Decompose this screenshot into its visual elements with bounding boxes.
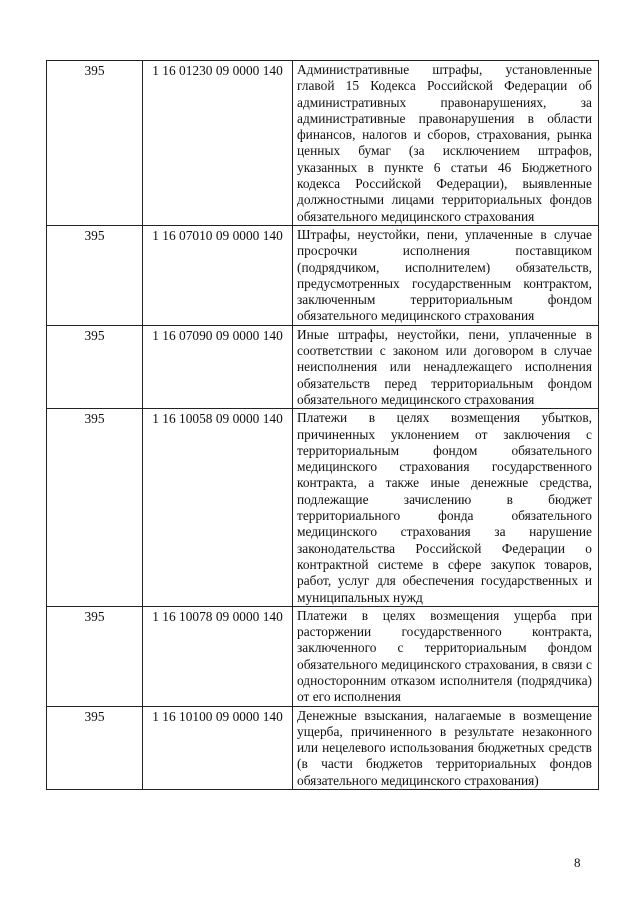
budget-code-cell: 1 16 01230 09 0000 140 bbox=[143, 61, 293, 226]
income-description-cell: Платежи в целях возмещения убытков, причиненных уклонением от заключения с территориальным фондом обязательного медицинского страхования государственного контракта, а также иные денежные средства, подлежащие зачислению в бюджет территориального фонда обязательного медицинского страхования за нарушение законодательства Российской Федерации о контрактной системе в сфере закупок товаров, работ, услуг для обеспечения государственных и муниципальных нужд bbox=[293, 409, 599, 607]
page-number: 8 bbox=[574, 855, 581, 870]
admin-code-cell: 395 bbox=[47, 225, 143, 325]
income-description-cell: Иные штрафы, неустойки, пени, уплаченные в соответствии с законом или договором в случае неисполнения или ненадлежащего исполнения обязательств перед территориальным фондом обязательного медицинского страхования bbox=[293, 325, 599, 408]
income-description-cell: Денежные взыскания, налагаемые в возмещение ущерба, причиненного в результате незаконного или нецелевого использования бюджетных средств (в части бюджетов территориальных фондов обязательного медицинского страхования) bbox=[293, 706, 599, 789]
income-codes-table bbox=[46, 60, 599, 790]
table-row bbox=[47, 706, 599, 789]
budget-code-cell: 1 16 07010 09 0000 140 bbox=[143, 225, 293, 325]
table-row bbox=[47, 61, 599, 226]
admin-code-cell: 395 bbox=[47, 325, 143, 408]
budget-code-cell: 1 16 07090 09 0000 140 bbox=[143, 325, 293, 408]
budget-code-cell: 1 16 10078 09 0000 140 bbox=[143, 606, 293, 706]
income-description-cell: Административные штрафы, установленные главой 15 Кодекса Российской Федерации об административных правонарушениях, за административные правонарушения в области финансов, налогов и сборов, страхования, рынка ценных бумаг (за исключением штрафов, указанных в пункте 6 статьи 46 Бюджетного кодекса Российской Федерации), выявленные должностными лицами территориальных фондов обязательного медицинского страхования bbox=[293, 61, 599, 226]
table-row bbox=[47, 225, 599, 325]
admin-code-cell: 395 bbox=[47, 606, 143, 706]
admin-code-cell: 395 bbox=[47, 409, 143, 607]
admin-code-cell: 395 bbox=[47, 706, 143, 789]
income-description-cell: Платежи в целях возмещения ущерба при расторжении государственного контракта, заключенного с территориальным фондом обязательного медицинского страхования, в связи с односторонним отказом исполнителя (подрядчика) от его исполнения bbox=[293, 606, 599, 706]
budget-code-cell: 1 16 10058 09 0000 140 bbox=[143, 409, 293, 607]
table-row bbox=[47, 409, 599, 607]
budget-code-cell: 1 16 10100 09 0000 140 bbox=[143, 706, 293, 789]
table-row bbox=[47, 606, 599, 706]
income-description-cell: Штрафы, неустойки, пени, уплаченные в случае просрочки исполнения поставщиком (подрядчиком, исполнителем) обязательств, предусмотренных государственным контрактом, заключенным территориальным фондом обязательного медицинского страхования bbox=[293, 225, 599, 325]
table-row bbox=[47, 325, 599, 408]
admin-code-cell: 395 bbox=[47, 61, 143, 226]
